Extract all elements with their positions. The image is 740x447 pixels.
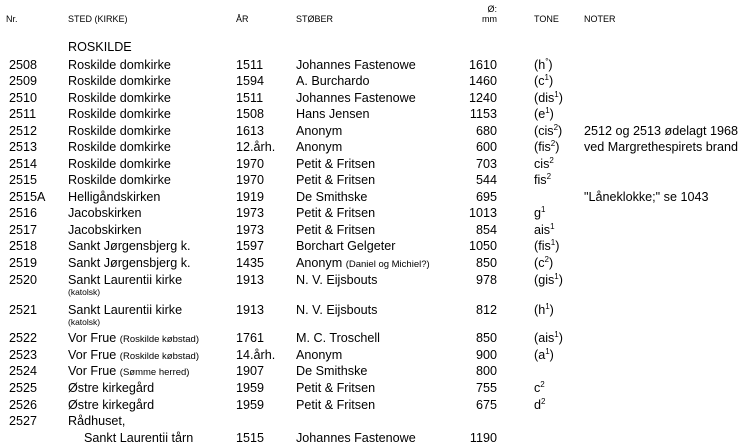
tone-base: (gis <box>534 273 555 287</box>
cell-aar: 1435 <box>236 256 265 270</box>
header-diameter-unit: mm <box>482 14 497 24</box>
tone-base: ais <box>534 223 551 237</box>
cell-aar: 1594 <box>236 74 265 88</box>
cell-stober <box>296 238 395 254</box>
stober-text: Borchart Gelgeter <box>296 239 396 253</box>
cell-stober <box>296 57 416 73</box>
sted-text: Roskilde domkirke <box>68 107 171 121</box>
tone-octave: 2 <box>550 139 556 148</box>
cell-diameter: 680 <box>475 124 497 138</box>
sted-text: Sankt Jørgensbjerg k. <box>68 256 191 270</box>
cell-diameter: 1013 <box>468 206 497 220</box>
cell-diameter: 978 <box>475 273 497 287</box>
stober-text: Petit & Fritsen <box>296 206 376 220</box>
cell-sted <box>68 255 191 271</box>
sted-subnote: (katolsk) <box>68 317 101 327</box>
header-sted: STED (KIRKE) <box>68 14 128 24</box>
tone-base: (ais <box>534 331 555 345</box>
stober-extra: (Daniel og Michiel?) <box>345 259 430 270</box>
stober-text: Hans Jensen <box>296 107 370 121</box>
cell-diameter: 1240 <box>468 91 497 105</box>
table-row <box>0 156 740 173</box>
tone-base: (c <box>534 256 545 270</box>
stober-text: De Smithske <box>296 190 368 204</box>
cell-aar: 1761 <box>236 331 265 345</box>
tone-close: ) <box>555 140 560 154</box>
cell-nr: 2527 <box>9 414 38 428</box>
table-row <box>0 363 740 380</box>
tone-close: ) <box>558 91 563 105</box>
table-row <box>0 205 740 222</box>
cell-tone <box>534 222 555 238</box>
tone-close: ) <box>558 331 563 345</box>
sted-text: Roskilde domkirke <box>68 91 171 105</box>
stober-text: Johannes Fastenowe <box>296 91 416 105</box>
table-row <box>0 106 740 123</box>
stober-text: Anonym <box>296 124 343 138</box>
header-tone: TONE <box>534 14 559 24</box>
cell-sted <box>68 363 189 381</box>
cell-diameter: 1610 <box>468 58 497 72</box>
cell-sted <box>68 156 171 172</box>
tone-octave: 1 <box>545 106 550 115</box>
cell-stober <box>296 189 367 205</box>
cell-sted <box>68 380 154 396</box>
sted-text: Sankt Jørgensbjerg k. <box>68 239 191 253</box>
stober-text: Petit & Fritsen <box>296 157 376 171</box>
cell-aar: 1515 <box>236 431 265 445</box>
table-row <box>0 413 740 430</box>
table-row <box>0 380 740 397</box>
cell-aar: 1970 <box>236 173 265 187</box>
cell-sted <box>68 90 171 106</box>
cell-diameter: 600 <box>475 140 497 154</box>
cell-nr: 2508 <box>9 58 38 72</box>
sted-text: Jacobskirken <box>68 223 142 237</box>
cell-diameter: 755 <box>475 381 497 395</box>
cell-tone <box>534 302 554 318</box>
cell-sted <box>68 123 171 139</box>
header-aar: ÅR <box>236 14 249 24</box>
cell-sted <box>68 330 199 348</box>
sted-text: Sankt Laurentii kirke <box>68 273 183 287</box>
cell-stober <box>296 397 375 413</box>
cell-stober <box>296 90 416 106</box>
cell-nr: 2515A <box>9 190 46 204</box>
tone-octave: 1 <box>545 347 550 356</box>
tone-octave: 1 <box>554 272 559 281</box>
table-row <box>0 302 740 319</box>
tone-octave: 2 <box>540 380 545 389</box>
tone-base: (a <box>534 348 546 362</box>
stober-text: N. V. Eijsbouts <box>296 303 378 317</box>
cell-sted <box>68 189 160 205</box>
cell-tone <box>534 123 562 139</box>
sted-text: Rådhuset, <box>68 414 126 428</box>
tone-base: d <box>534 398 542 412</box>
tone-base: c <box>534 381 541 395</box>
cell-diameter: 1190 <box>469 431 497 445</box>
cell-stober <box>296 272 377 288</box>
cell-tone <box>534 397 545 413</box>
cell-nr: 2516 <box>9 206 38 220</box>
stober-text: N. V. Eijsbouts <box>296 273 378 287</box>
header-noter: NOTER <box>584 14 616 24</box>
cell-nr: 2523 <box>9 348 38 362</box>
cell-diameter: 900 <box>475 348 497 362</box>
tone-octave: ° <box>545 57 549 66</box>
cell-diameter: 1153 <box>469 107 497 121</box>
sted-text: Østre kirkegård <box>68 398 155 412</box>
cell-diameter: 1460 <box>468 74 497 88</box>
cell-stober <box>296 172 375 188</box>
tone-base: (c <box>534 74 545 88</box>
cell-stober <box>296 380 375 396</box>
cell-tone <box>534 272 563 288</box>
tone-base: cis <box>534 157 550 171</box>
cell-aar: 1913 <box>236 303 265 317</box>
tone-close: ) <box>558 124 563 138</box>
cell-stober <box>296 106 370 122</box>
table-row <box>0 189 740 206</box>
cell-tone <box>534 238 559 254</box>
table-row <box>0 430 740 447</box>
cell-sted <box>68 413 125 429</box>
stober-text: Anonym <box>296 348 343 362</box>
cell-diameter: 850 <box>475 331 497 345</box>
tone-octave: 2 <box>544 255 549 264</box>
stober-text: Petit & Fritsen <box>296 223 376 237</box>
cell-tone <box>534 139 559 155</box>
tone-octave: 1 <box>554 90 559 99</box>
cell-sted <box>68 73 171 89</box>
tone-base: (h <box>534 58 546 72</box>
cell-aar: 1959 <box>236 398 265 412</box>
sted-text: Roskilde domkirke <box>68 58 171 72</box>
cell-sted <box>68 302 182 318</box>
stober-text: Anonym <box>296 140 343 154</box>
cell-sted <box>68 272 182 288</box>
cell-aar: 1508 <box>236 107 265 121</box>
cell-sted <box>68 222 142 238</box>
cell-nr: 2517 <box>9 223 38 237</box>
cell-aar: 1970 <box>236 157 265 171</box>
cell-nr: 2521 <box>9 303 38 317</box>
cell-stober <box>296 123 342 139</box>
tone-close: ) <box>549 303 554 317</box>
cell-sted <box>68 172 171 188</box>
tone-base: fis <box>534 173 547 187</box>
cell-sted <box>68 106 171 122</box>
cell-tone <box>534 90 563 106</box>
table-row <box>0 272 740 289</box>
cell-tone <box>534 106 554 122</box>
cell-diameter: 1050 <box>468 239 497 253</box>
tone-close: ) <box>548 74 554 88</box>
cell-tone <box>534 172 551 188</box>
cell-aar: 1919 <box>236 190 265 204</box>
table-row <box>0 123 740 140</box>
cell-stober <box>296 73 370 89</box>
tone-base: (fis <box>534 239 551 253</box>
cell-sted <box>68 397 154 413</box>
stober-text: Johannes Fastenowe <box>296 58 416 72</box>
cell-aar: 12.årh. <box>236 140 276 154</box>
cell-tone <box>534 205 545 221</box>
sted-subnote: (katolsk) <box>68 287 101 297</box>
table-row <box>0 73 740 90</box>
tone-base: (e <box>534 107 546 121</box>
header-stober: STØBER <box>296 14 334 24</box>
table-row <box>0 397 740 414</box>
cell-stober <box>296 255 430 273</box>
cell-stober <box>296 222 375 238</box>
cell-stober <box>296 430 416 446</box>
cell-stober <box>296 347 342 363</box>
sted-qualifier: (Sømme herred) <box>119 367 190 378</box>
cell-nr: 2513 <box>9 140 38 154</box>
tone-close: ) <box>548 58 553 72</box>
sted-text: Sankt Laurentii kirke <box>68 303 183 317</box>
stober-text: Petit & Fritsen <box>296 398 376 412</box>
cell-nr: 2519 <box>9 256 38 270</box>
sted-text: Sankt Laurentii tårn <box>84 431 194 445</box>
stober-text: Petit & Fritsen <box>296 381 376 395</box>
cell-diameter: 800 <box>475 364 497 378</box>
cell-tone <box>534 347 554 363</box>
cell-aar: 1959 <box>236 381 265 395</box>
table-row <box>0 255 740 272</box>
cell-nr: 2526 <box>9 398 38 412</box>
cell-nr: 2518 <box>9 239 38 253</box>
cell-aar: 1913 <box>236 273 265 287</box>
cell-aar: 1511 <box>236 58 264 72</box>
header-diameter-symbol: Ø: <box>487 4 497 14</box>
sted-text: Roskilde domkirke <box>68 124 171 138</box>
cell-nr: 2512 <box>9 124 38 138</box>
sted-qualifier: (Roskilde købstad) <box>119 351 199 362</box>
cell-aar: 1973 <box>236 206 265 220</box>
tone-close: ) <box>555 239 560 253</box>
cell-tone <box>534 156 554 172</box>
cell-tone <box>534 380 545 396</box>
cell-diameter: 850 <box>475 256 497 270</box>
cell-stober <box>296 156 375 172</box>
stober-text: Petit & Fritsen <box>296 173 376 187</box>
cell-stober <box>296 205 375 221</box>
tone-octave: 2 <box>541 397 546 406</box>
stober-text: De Smithske <box>296 364 368 378</box>
cell-diameter: 695 <box>475 190 497 204</box>
cell-aar: 1907 <box>236 364 265 378</box>
stober-text: A. Burchardo <box>296 74 370 88</box>
section-title: ROSKILDE <box>68 40 132 54</box>
tone-octave: 2 <box>546 172 552 181</box>
sted-text: Roskilde domkirke <box>68 74 171 88</box>
cell-nr: 2525 <box>9 381 38 395</box>
cell-note: "Låneklokke;" se 1043 <box>584 190 709 204</box>
tone-octave: 1 <box>545 302 550 311</box>
tone-octave: 1 <box>554 330 559 339</box>
cell-nr: 2511 <box>9 107 37 121</box>
cell-stober <box>296 330 380 346</box>
sted-text: Roskilde domkirke <box>68 173 171 187</box>
tone-close: ) <box>549 107 554 121</box>
table-row <box>0 238 740 255</box>
sted-text: Roskilde domkirke <box>68 157 171 171</box>
tone-octave: 2 <box>549 156 554 165</box>
stober-text: Anonym <box>296 256 343 270</box>
cell-tone <box>534 57 553 73</box>
stober-text: M. C. Troschell <box>296 331 380 345</box>
cell-aar: 1613 <box>236 124 265 138</box>
sted-text: Roskilde domkirke <box>68 140 171 154</box>
cell-nr: 2510 <box>9 91 38 105</box>
table-row <box>0 330 740 347</box>
cell-diameter: 703 <box>475 157 497 171</box>
sted-text: Østre kirkegård <box>68 381 155 395</box>
tone-octave: 1 <box>550 238 556 247</box>
cell-sted <box>84 430 193 446</box>
table-row <box>0 139 740 156</box>
cell-stober <box>296 363 367 379</box>
tone-octave: 2 <box>553 123 559 132</box>
stober-text: Johannes Fastenowe <box>296 431 416 445</box>
cell-diameter: 544 <box>475 173 497 187</box>
cell-aar: 1597 <box>236 239 265 253</box>
tone-close: ) <box>558 273 563 287</box>
cell-nr: 2515 <box>9 173 38 187</box>
cell-nr: 2520 <box>9 273 38 287</box>
tone-octave: 1 <box>544 73 549 82</box>
table-row <box>0 222 740 239</box>
cell-tone <box>534 73 553 89</box>
cell-sted <box>68 205 142 221</box>
table-row <box>0 347 740 364</box>
sted-text: Vor Frue <box>68 331 117 345</box>
cell-stober <box>296 139 342 155</box>
cell-diameter: 812 <box>475 303 497 317</box>
cell-tone <box>534 255 553 271</box>
sted-text: Helligåndskirken <box>68 190 161 204</box>
tone-base: (fis <box>534 140 551 154</box>
cell-aar: 14.årh. <box>236 348 276 362</box>
cell-nr: 2514 <box>9 157 38 171</box>
cell-sted <box>68 238 191 254</box>
cell-nr: 2522 <box>9 331 38 345</box>
header-nr: Nr. <box>6 14 18 24</box>
tone-octave: 1 <box>541 205 546 214</box>
cell-aar: 1511 <box>236 91 264 105</box>
cell-tone <box>534 330 563 346</box>
tone-octave: 1 <box>550 222 555 231</box>
tone-base: (dis <box>534 91 555 105</box>
tone-base: g <box>534 206 542 220</box>
cell-aar: 1973 <box>236 223 265 237</box>
cell-sted <box>68 57 171 73</box>
cell-diameter: 854 <box>475 223 497 237</box>
tone-close: ) <box>549 348 554 362</box>
cell-nr: 2509 <box>9 74 38 88</box>
table-row <box>0 90 740 107</box>
cell-note: ved Margrethespirets brand <box>584 140 739 154</box>
tone-close: ) <box>548 256 554 270</box>
tone-base: (cis <box>534 124 554 138</box>
sted-text: Vor Frue <box>68 364 117 378</box>
cell-stober <box>296 302 377 318</box>
cell-nr: 2524 <box>9 364 38 378</box>
tone-base: (h <box>534 303 546 317</box>
table-row <box>0 172 740 189</box>
cell-sted <box>68 139 171 155</box>
cell-note: 2512 og 2513 ødelagt 1968 <box>584 124 739 138</box>
sted-qualifier: (Roskilde købstad) <box>119 334 199 345</box>
cell-diameter: 675 <box>475 398 497 412</box>
sted-text: Vor Frue <box>68 348 117 362</box>
sted-text: Jacobskirken <box>68 206 142 220</box>
table-row <box>0 57 740 74</box>
